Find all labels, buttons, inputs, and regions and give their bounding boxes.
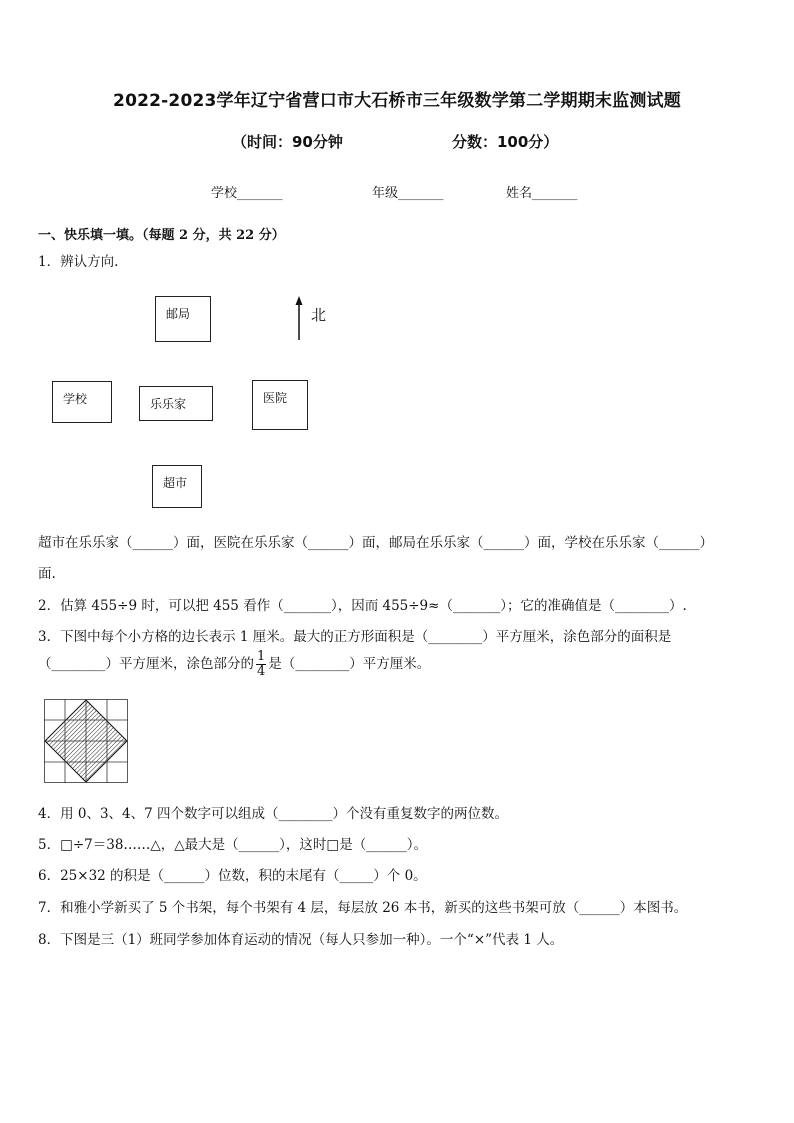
q4-text: 4．用 0、3、4、7 四个数字可以组成（________）个没有重复数字的两位数。 [38, 806, 509, 822]
page-title: 2022-2023学年辽宁省营口市大石桥市三年级数学第二学期期末监测试题 [113, 91, 681, 111]
supermarket-box [152, 465, 202, 508]
post-office-label: 邮局 [166, 307, 191, 321]
q6-text: 6．25×32 的积是（______）位数，积的末尾有（_____）个 0。 [38, 868, 427, 884]
q8-text: 8．下图是三（1）班同学参加体育运动的情况（每人只参加一种）。一个“×”代表 1 人。 [38, 932, 564, 948]
q3-line2 [38, 650, 430, 679]
q1-answer-line2: 面. [38, 566, 56, 582]
fraction-denominator: 4 [257, 664, 266, 679]
school-field: 学校_______ [211, 186, 283, 201]
section-heading: 一、快乐填一填。（每题 2 分，共 22 分） [38, 228, 285, 243]
exam-score: 分数：100分） [452, 133, 559, 151]
school-box [52, 381, 112, 423]
hospital-label: 医院 [263, 391, 288, 405]
q7-text: 7．和雅小学新买了 5 个书架，每个书架有 4 层，每层放 26 本书，新买的这些书架可放（______）本图书。 [38, 900, 688, 916]
north-arrow-icon [296, 296, 302, 340]
q2-text: 2．估算 455÷9 时，可以把 455 看作（_______），因而 455÷9≈（_______）；它的准确值是（________）. [38, 598, 687, 614]
q3-line2-start: （________）平方厘米，涂色部分的 [38, 656, 254, 672]
fraction-numerator: 1 [257, 649, 266, 664]
q5-text: 5．□÷7＝38……△，△最大是（______），这时□是（______）。 [38, 837, 427, 853]
q1-answer-line1: 超市在乐乐家（______）面，医院在乐乐家（______）面，邮局在乐乐家（______）面，学校在乐乐家（______） [38, 535, 713, 551]
q1-text: 1．辨认方向. [38, 254, 119, 270]
exam-time: （时间：90分钟 [232, 133, 343, 151]
fraction-one-quarter [256, 650, 266, 679]
grid-diagram [44, 699, 128, 783]
home-box [139, 386, 213, 421]
north-label: 北 [311, 306, 327, 324]
school-label: 学校 [63, 392, 88, 406]
home-label: 乐乐家 [150, 397, 187, 411]
q3-line1: 3．下图中每个小方格的边长表示 1 厘米。最大的正方形面积是（________）平方厘米，涂色部分的面积是 [38, 629, 672, 645]
hospital-box [252, 380, 308, 430]
supermarket-label: 超市 [163, 476, 188, 490]
q3-line2-end: 是（________）平方厘米。 [268, 656, 431, 672]
name-field: 姓名_______ [506, 186, 578, 201]
grade-field: 年级_______ [372, 186, 444, 201]
post-office-box [155, 296, 211, 342]
